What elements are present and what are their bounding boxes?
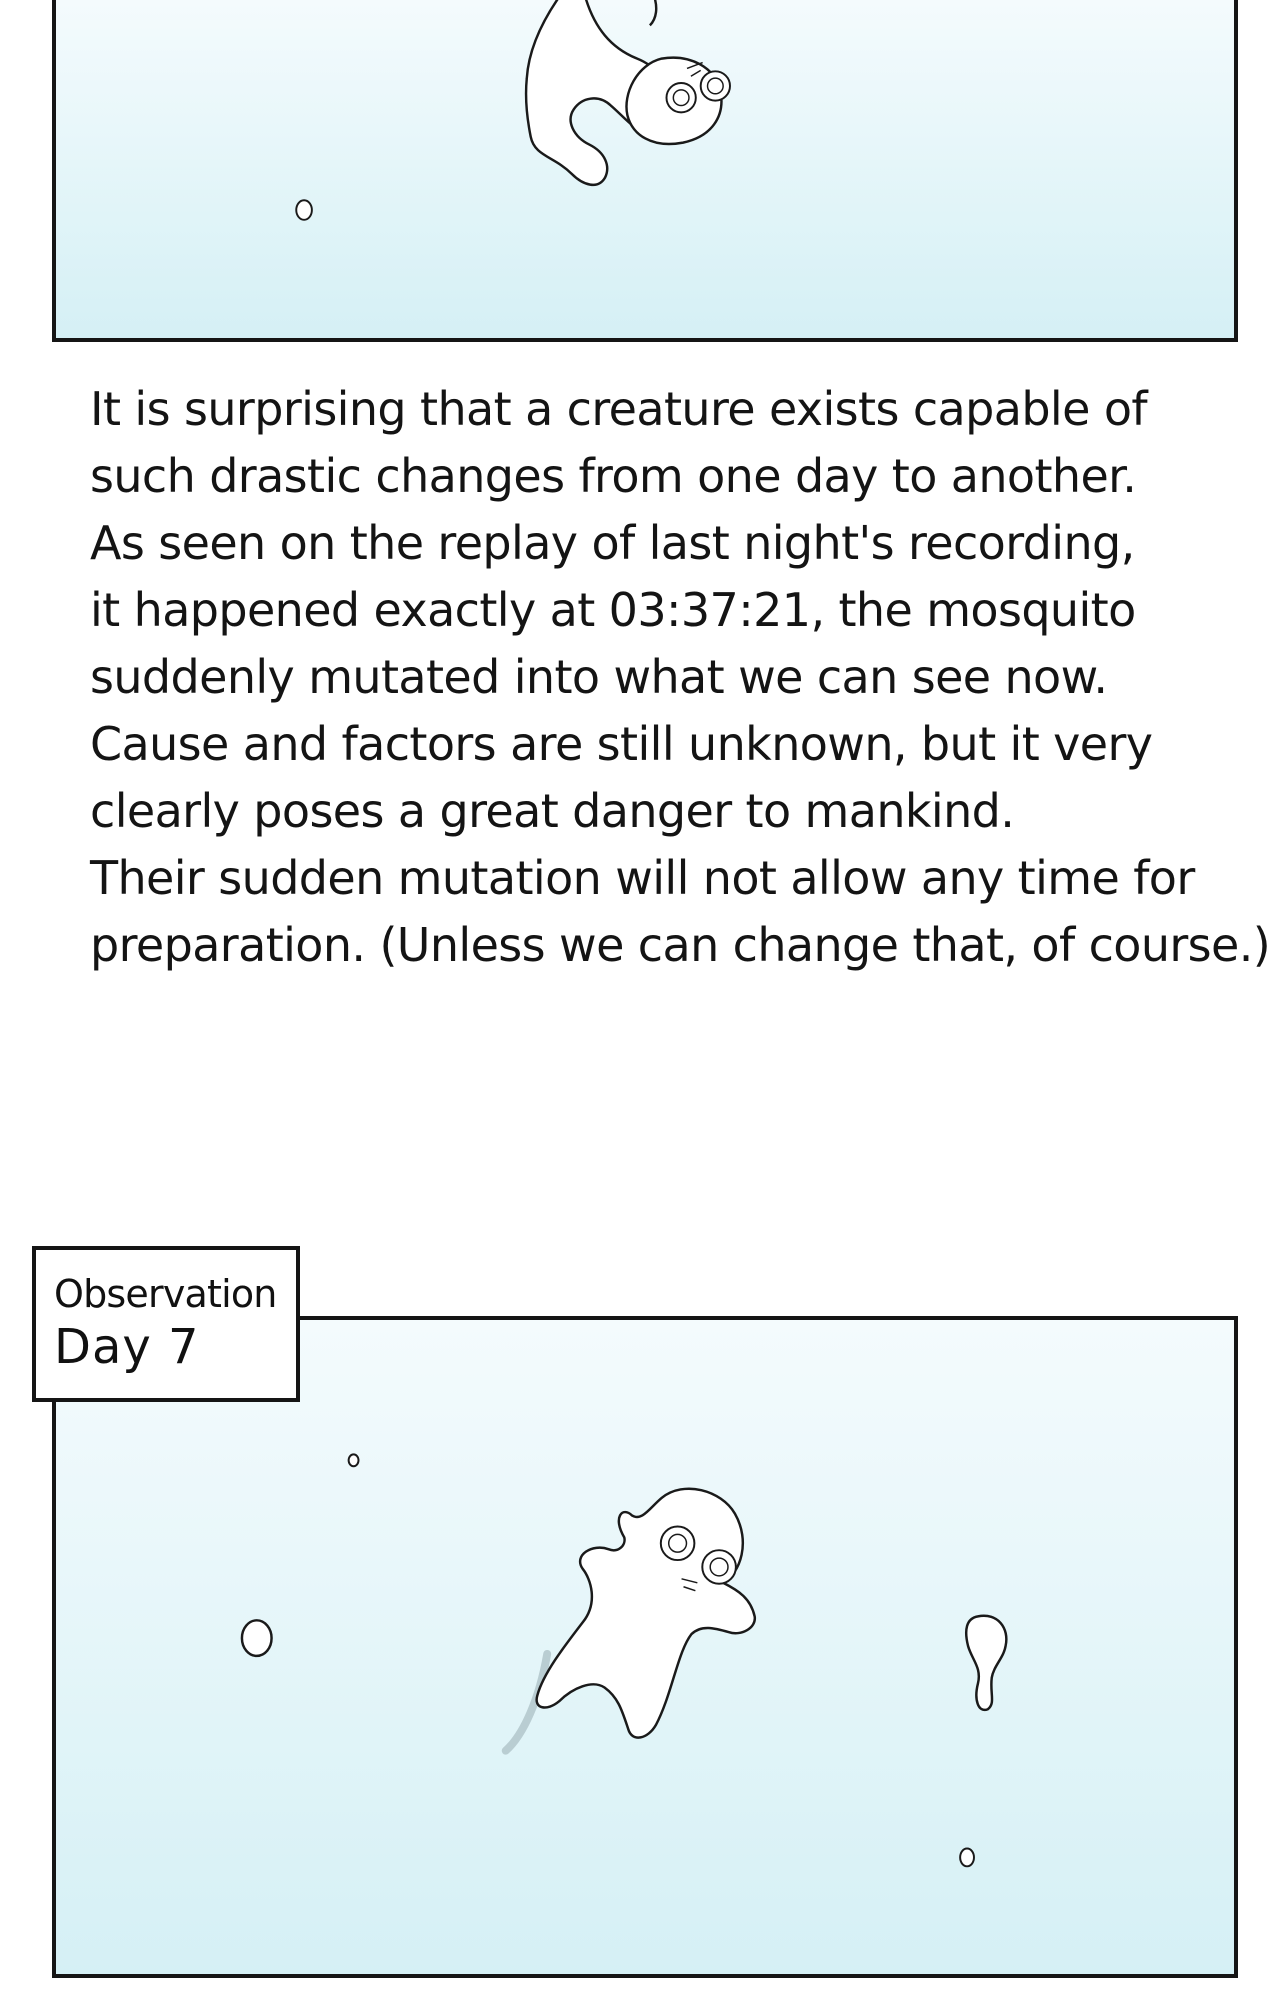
droplet [242, 1620, 272, 1656]
creature-illustration-bottom [56, 1320, 1234, 1974]
narration-line: Their sudden mutation will not allow any time for [90, 851, 1195, 905]
droplet [966, 1616, 1006, 1710]
observation-panel-bottom [52, 1316, 1238, 1978]
caption-day: Day 7 [54, 1319, 200, 1375]
droplet [349, 1454, 359, 1466]
observation-panel-top [52, 0, 1238, 342]
narration-text [90, 376, 1270, 979]
observation-caption-box [32, 1246, 300, 1402]
narration-line: It is surprising that a creature exists capable of [90, 382, 1147, 436]
narration-line: such drastic changes from one day to another. [90, 449, 1137, 503]
creature-illustration-top [56, 0, 1234, 338]
caption-label: Observation [54, 1272, 277, 1316]
droplet [960, 1849, 974, 1867]
narration-line: preparation. (Unless we can change that, of course.) [90, 918, 1271, 972]
narration-line: As seen on the replay of last night's recording, [90, 516, 1135, 570]
narration-line: Cause and factors are still unknown, but it very [90, 717, 1153, 771]
narration-line: clearly poses a great danger to mankind. [90, 784, 1015, 838]
droplet [296, 200, 312, 220]
narration-line: suddenly mutated into what we can see now. [90, 650, 1108, 704]
narration-line: it happened exactly at 03:37:21, the mosquito [90, 583, 1136, 637]
creature-bottom [537, 1489, 755, 1738]
